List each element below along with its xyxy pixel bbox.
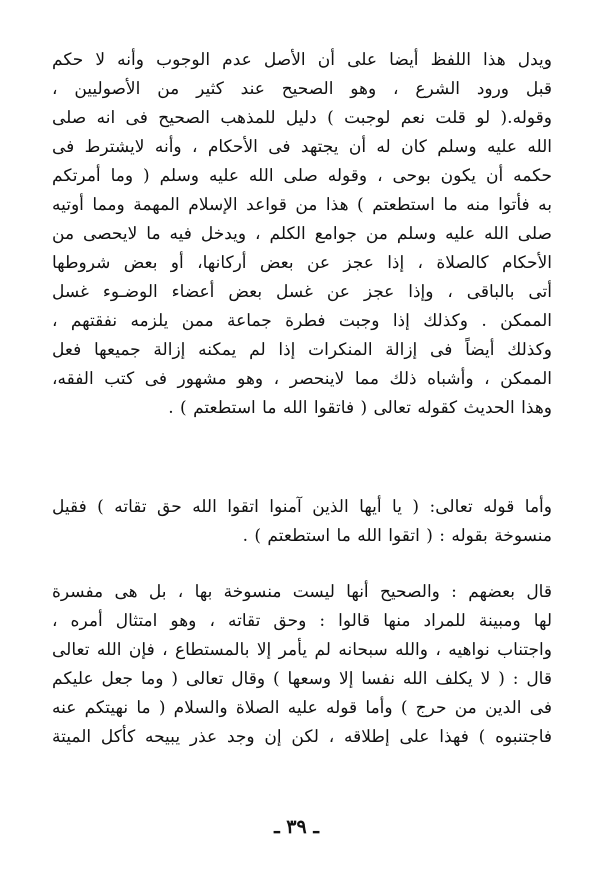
text-line: فى الدين من حرج ) وأما قوله عليه الصلاة والسلام ( ما نهيتكم عنه [52, 698, 552, 718]
text-line: وقوله.( لو قلت نعم لوجبت ) دليل للمذهب الصحيح فى انه صلى [52, 108, 552, 128]
text-line: قبل ورود الشرع ، وهو الصحيح عند كثير من الأصوليين ، [52, 79, 552, 99]
text-line: حكمه أن يكون بوحى ، وقوله صلى الله عليه وسلم ( وما أمرتكم [52, 166, 552, 186]
text-line: لها ومبينة للمراد منها قالوا : وحق تقاته ، وهو امتثال أمره ، [52, 611, 552, 631]
text-line: وكذلك أيضاً فى إزالة المنكرات إذا لم يمكنه إزالة جميعها فعل [52, 340, 552, 360]
text-line: صلى الله عليه وسلم من جوامع الكلم ، ويدخل فيه ما لايحصى من [52, 224, 552, 244]
text-line: قال : ( لا يكلف الله نفسا إلا وسعها ) وقال تعالى ( وما جعل عليكم [52, 669, 552, 689]
text-line: الممكن ، وأشباه ذلك مما لاينحصر ، وهو مشهور فى كتب الفقه، [52, 369, 552, 389]
text-line: ويدل هذا اللفظ أيضا على أن الأصل عدم الوجوب وأنه لا حكم [52, 50, 552, 70]
text-line: الممكن . وكذلك إذا وجبت فطرة جماعة ممن يلزمه نفقتهم ، [52, 311, 552, 331]
text-line: الأحكام كالصلاة ، إذا عجز عن بعض أركانها، أو بعض شروطها [52, 253, 552, 273]
paragraph-2 [52, 493, 552, 551]
paragraph-1 [52, 46, 552, 423]
page-number: ـ ٣٩ ـ [274, 816, 319, 838]
text-line: به فأتوا منه ما استطعتم ) هذا من قواعد الإسلام المهمة ومما أوتيه [52, 195, 552, 215]
text-line: واجتناب نواهيه ، والله سبحانه لم يأمر إلا بالمستطاع ، فإن الله تعالى [52, 640, 552, 660]
paragraph-3 [52, 578, 552, 752]
text-line: منسوخة بقوله : ( اتقوا الله ما استطعتم ) . [242, 526, 552, 546]
text-line: وأما قوله تعالى: ( يا أيها الذين آمنوا اتقوا الله حق تقاته ) فقيل [52, 497, 552, 517]
text-line: الله عليه وسلم كان له أن يجتهد فى الأحكام ، وأنه لايشترط فى [52, 137, 552, 157]
text-line: وهذا الحديث كقوله تعالى ( فاتقوا الله ما استطعتم ) . [168, 398, 552, 418]
text-line: أتى بالباقى ، وإذا عجز عن غسل بعض أعضاء الوضـوء غسل [52, 282, 552, 302]
text-line: فاجتنبوه ) فهذا على إطلاقه ، لكن إن وجد عذر يبيحه كأكل الميتة [52, 727, 552, 747]
text-line: قال بعضهم : والصحيح أنها ليست منسوخة بها ، بل هى مفسرة [52, 582, 552, 602]
